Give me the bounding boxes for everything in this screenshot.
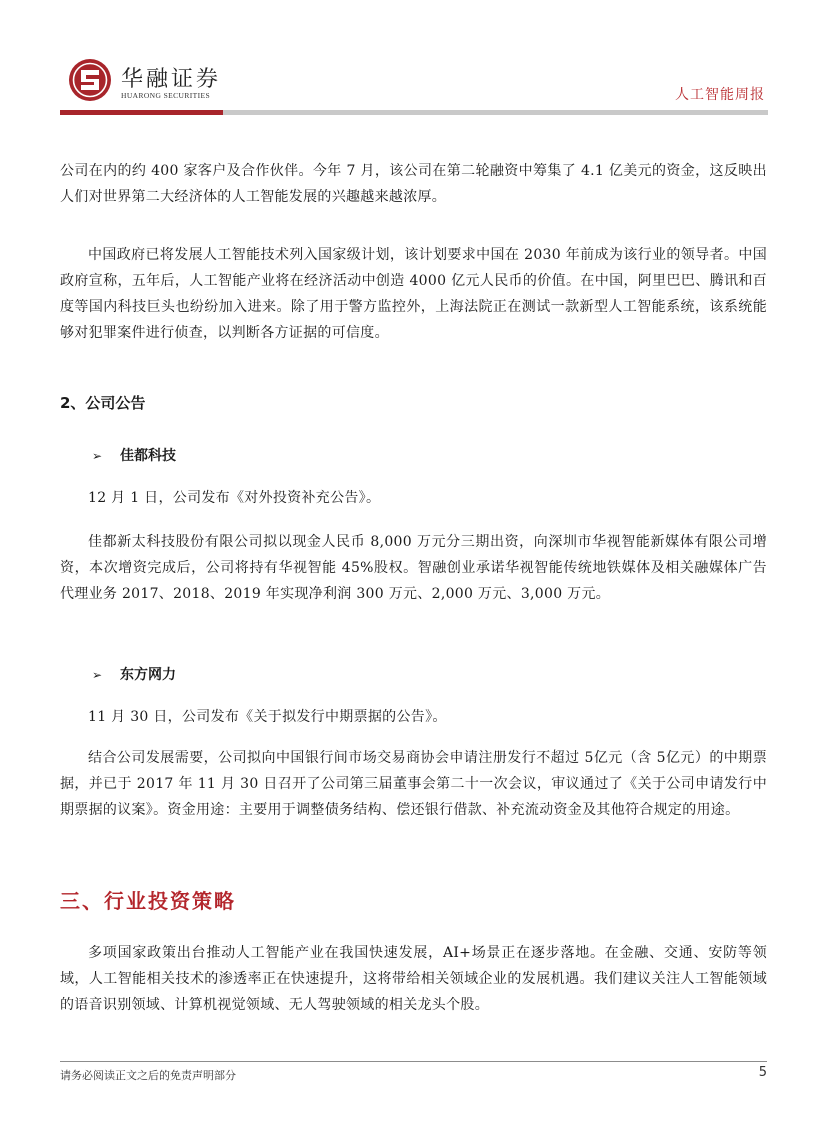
brand-name-en: HUARONG SECURITIES [121, 91, 211, 100]
footer-rule [60, 1061, 767, 1062]
paragraph-government-plan: 中国政府已将发展人工智能技术列入国家级计划，该计划要求中国在 2030 年前成为该行业的领导者。中国政府宣称，五年后，人工智能产业将在经济活动中创造 4000 亿元人民币的价值。在中国，阿里巴巴、腾讯和百度等国内科技巨头也纷纷加入进来。除了用于警方监控外，上海法院正在测试一款新型人工智能系统，该系统能够对犯罪案件进行侦查，以判断各方证据的可信度。 [60, 247, 767, 341]
huarong-logo-icon [68, 58, 112, 102]
announcement-detail: 结合公司发展需要，公司拟向中国银行间市场交易商协会申请注册发行不超过 5亿元（含 5亿元）的中期票据，并已于 2017 年 11 月 30 日召开了公司第三届董事会第二十一次会议，审议通过了《关于公司申请发行中期票据的议案》。资金用途：主要用于调整债务结构、偿还银行借款、补充流动资金及其他符合规定的用途。 [60, 750, 767, 818]
company-heading-jiadu [92, 445, 176, 465]
arrow-bullet-icon: ➢ [92, 449, 103, 463]
brand-name-cn: 华融证券 [121, 67, 222, 92]
page-header [0, 0, 827, 120]
page-number: 5 [758, 1065, 767, 1080]
company-name: 佳都科技 [120, 448, 176, 464]
company-name: 东方网力 [120, 667, 176, 683]
paragraph-investors: 公司在内的约 400 家客户及合作伙伴。今年 7 月，该公司在第二轮融资中筹集了 4.1 亿美元的资金，这反映出人们对世界第二大经济体的人工智能发展的兴趣越来越浓厚。 [60, 163, 767, 205]
footer-disclaimer: 请务必阅读正文之后的免责声明部分 [60, 1069, 236, 1082]
section-heading-announcements: 2、公司公告 [60, 394, 146, 412]
paragraph-strategy: 多项国家政策出台推动人工智能产业在我国快速发展，AI+场景正在逐步落地。在金融、交通、安防等领域，人工智能相关技术的渗透率正在快速提升，这将带给相关领域企业的发展机遇。我们建议关注人工智能领域的语音识别领域、计算机视觉领域、无人驾驶领域的相关龙头个股。 [60, 945, 767, 1013]
company-heading-dongfang [92, 664, 176, 684]
announcement-date-line: 11 月 30 日，公司发布《关于拟发行中期票据的公告》。 [88, 709, 447, 725]
announcement-detail: 佳都新太科技股份有限公司拟以现金人民币 8,000 万元分三期出资，向深圳市华视智能新媒体有限公司增资，本次增资完成后，公司将持有华视智能 45%股权。智融创业承诺华视智能传统地铁媒体及相关融媒体广告代理业务 2017、2018、2019 年实现净利润 300 万元、2,000 万元、3,000 万元。 [60, 534, 767, 602]
announcement-date-line: 12 月 1 日，公司发布《对外投资补充公告》。 [88, 490, 381, 506]
header-rule-red [60, 110, 223, 115]
report-type-label: 人工智能周报 [675, 87, 765, 103]
arrow-bullet-icon: ➢ [92, 668, 103, 682]
header-rule-gray [223, 110, 768, 115]
section-heading-strategy: 三、行业投资策略 [60, 889, 236, 913]
